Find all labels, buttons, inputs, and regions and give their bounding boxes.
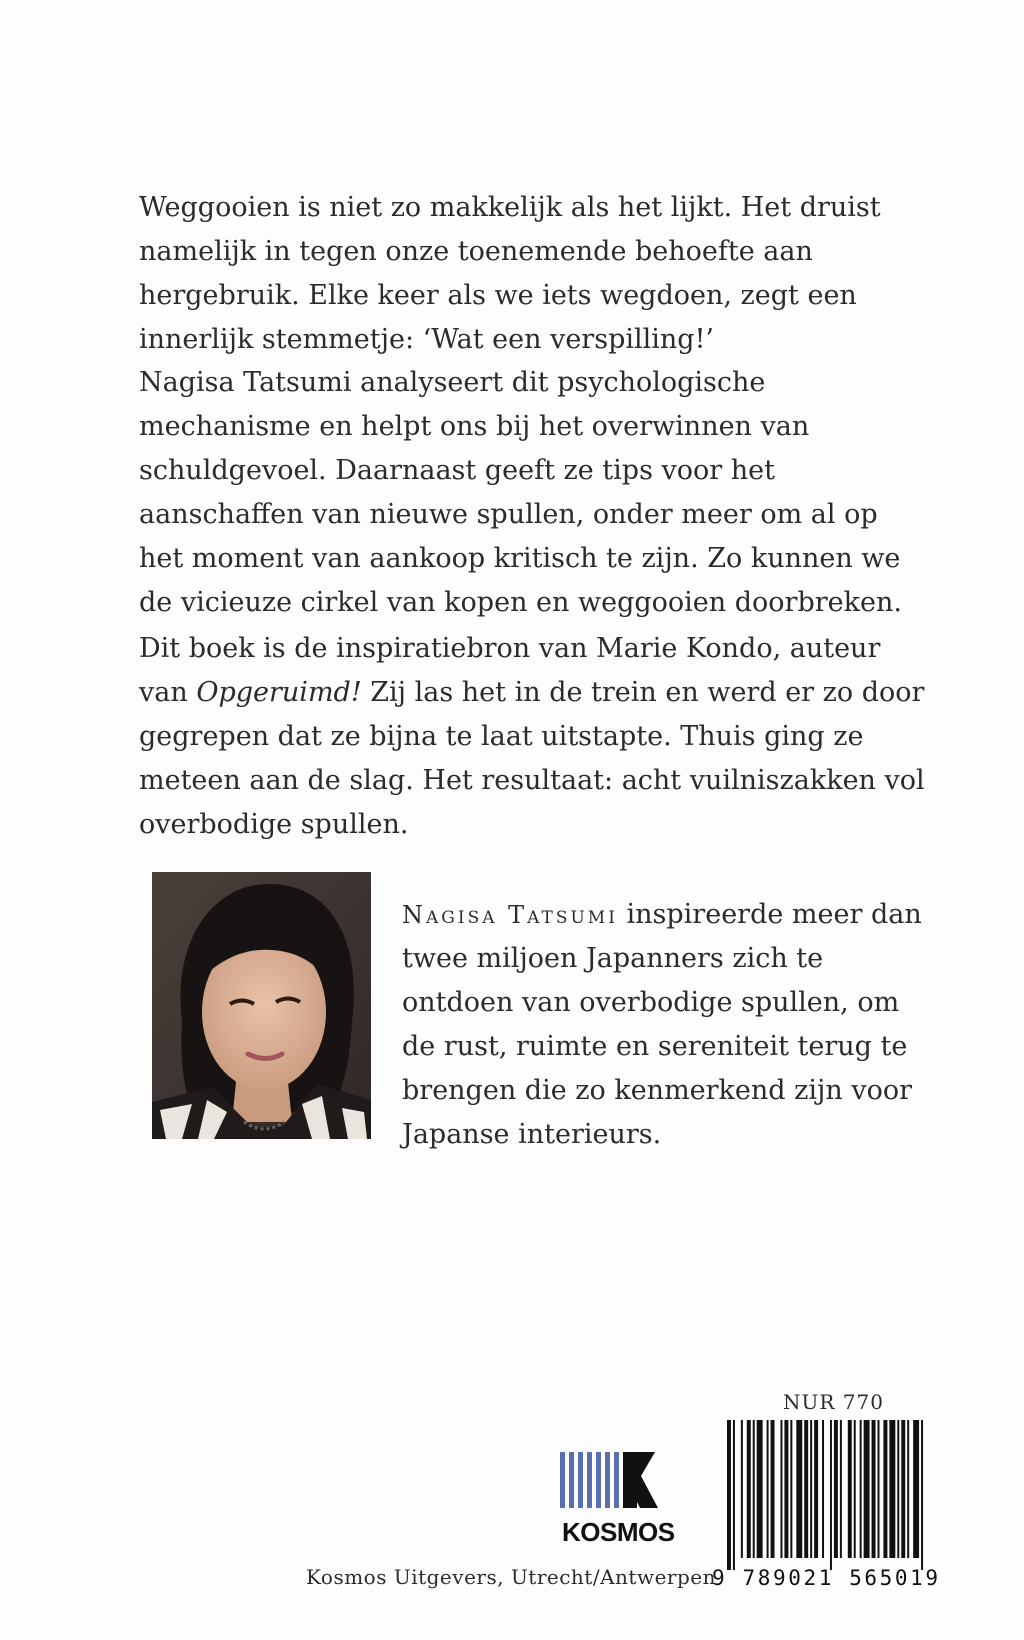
barcode-bar [897, 1420, 899, 1558]
barcode-bar [741, 1420, 743, 1558]
author-portrait-image [152, 872, 371, 1139]
barcode-bar [921, 1420, 923, 1570]
barcode-bar [854, 1420, 856, 1558]
barcode-bar [753, 1420, 755, 1558]
barcode-bar [883, 1420, 887, 1558]
barcode-bar [727, 1420, 731, 1570]
barcode-bar [907, 1420, 909, 1558]
book-title-opgeruimd: Opgeruimd! [196, 677, 362, 708]
barcode-bar [860, 1420, 862, 1558]
barcode-bar [834, 1420, 838, 1558]
blurb-paragraph-3-intro: Dit boek is de inspiratiebron van Marie Kondo, auteur van [139, 633, 881, 708]
barcode-bar [810, 1420, 812, 1558]
barcode-bar [878, 1420, 880, 1558]
publisher-line: Kosmos Uitgevers, Utrecht/Antwerpen [306, 1565, 716, 1589]
kosmos-logo-text: KOSMOS [562, 1517, 675, 1547]
barcode-bar [757, 1420, 763, 1558]
barcode-bar [796, 1420, 802, 1558]
barcode-bar [804, 1420, 808, 1558]
nur-code: NUR 770 [783, 1390, 884, 1414]
isbn-number: 9 789021 565019 [712, 1566, 941, 1590]
barcode-bar [864, 1420, 870, 1558]
barcode-bar [790, 1420, 792, 1558]
barcode-bar [913, 1420, 919, 1558]
barcode-bar [872, 1420, 876, 1558]
barcode-bar [733, 1420, 735, 1570]
author-name: Nagisa Tatsumi [402, 901, 618, 929]
blurb-paragraph-3-rest: Zij las het in de trein en werd er zo door gegrepen dat ze bijna te laat uitstapte. Thuis ging ze meteen aan de slag. Het resultaat: acht vuilniszakken vol overbodige spullen. [139, 677, 925, 840]
author-bio [402, 893, 929, 1157]
barcode-bar [784, 1420, 788, 1558]
barcode [727, 1420, 927, 1570]
barcode-bar [767, 1420, 769, 1558]
barcode-bar [814, 1420, 818, 1558]
barcode-bar [822, 1420, 824, 1558]
barcode-bar [780, 1420, 782, 1558]
barcode-bar [771, 1420, 775, 1558]
blurb-paragraph-2: Nagisa Tatsumi analyseert dit psychologische mechanisme en helpt ons bij het overwinnen van schuldgevoel. Daarnaast geeft ze tips voor het aanschaffen van nieuwe spullen, onder meer om al op het moment van aankoop kritisch te zijn. Zo kunnen we de vicieuze cirkel van kopen en weggooien doorbreken. [139, 367, 902, 618]
author-bio-text: inspireerde meer dan twee miljoen Japanners zich te ontdoen van overbodige spullen, om de rust, ruimte en sereniteit terug te brengen die zo kenmerkend zijn voor Japanse interieurs. [402, 899, 922, 1150]
barcode-bar [848, 1420, 852, 1558]
blurb-paragraph-3 [139, 627, 929, 847]
barcode-bar [747, 1420, 751, 1558]
barcode-bar [889, 1420, 895, 1558]
barcode-bar [830, 1420, 832, 1570]
author-photo [152, 872, 371, 1139]
blurb-paragraph-1: Weggooien is niet zo makkelijk als het lijkt. Het druist namelijk in tegen onze toenemende behoefte aan hergebruik. Elke keer als we iets wegdoen, zegt een innerlijk stemmetje: ‘Wat een verspilling!’ [139, 192, 881, 355]
barcode-bar [840, 1420, 842, 1558]
barcode-bar [901, 1420, 905, 1558]
